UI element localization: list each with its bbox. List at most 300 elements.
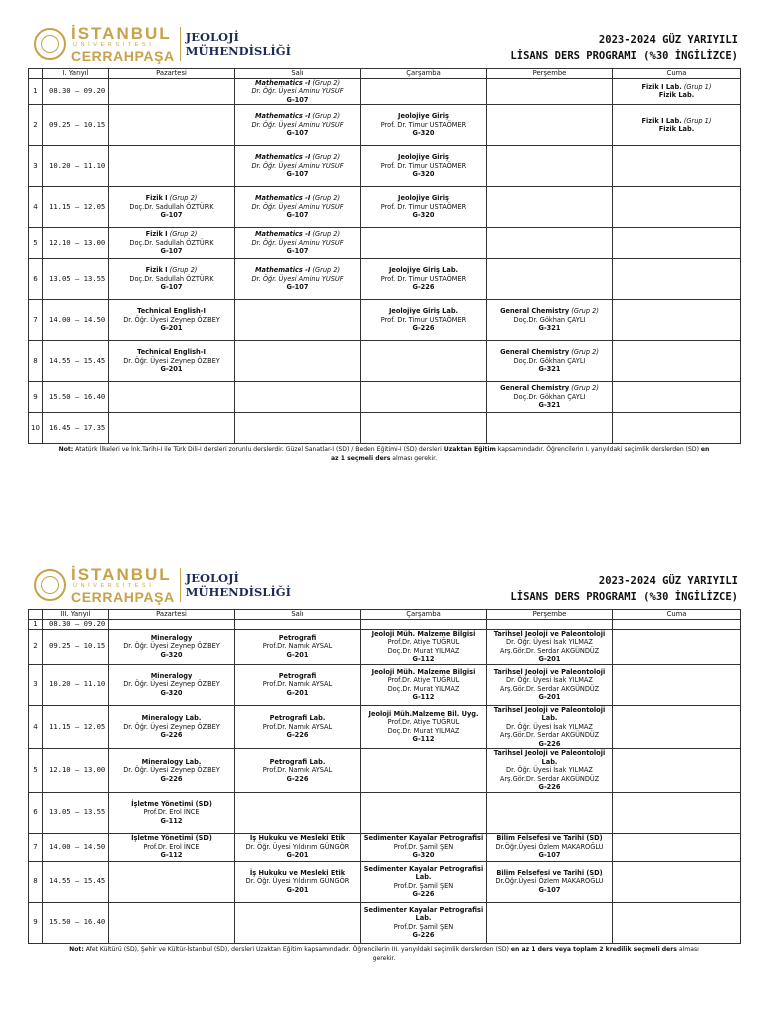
course-cell — [361, 300, 487, 341]
course-text: Jeoloji Müh. Malzeme Bilgisi — [371, 667, 476, 676]
course-text: Prof.Dr. Namık AYSAL — [262, 722, 333, 731]
row-number: 6 — [29, 259, 43, 300]
course-text: Prof.Dr. Namık AYSAL — [262, 680, 333, 689]
table-row — [29, 792, 741, 833]
term-title: 2023-2024 GÜZ YARIYILI — [598, 575, 738, 587]
course-text: Jeolojiye Giriş Lab. — [388, 266, 459, 275]
empty-cell — [235, 341, 361, 382]
empty-cell — [109, 78, 235, 105]
course-text: G-112 — [160, 816, 183, 825]
course-cell — [235, 259, 361, 300]
course-text: Sedimenter Kayalar Petrografisi Lab. — [363, 864, 484, 881]
course-text: G-226 — [412, 890, 435, 898]
course-text: Prof.Dr. Namık AYSAL — [262, 642, 333, 651]
empty-cell — [487, 259, 613, 300]
empty-cell — [613, 902, 741, 943]
course-text: G-321 — [538, 365, 561, 374]
course-cell — [487, 341, 613, 382]
note-text: Afet Kültürü (SD), Şehir ve Kültür-İstanbul (SD), dersleri Uzaktan Eğitim kapsamındadır. Öğrencilerin III. yarıyıldaki seçimlik derslerden (SD) — [83, 945, 511, 953]
schedule-block-2 — [28, 565, 740, 963]
course-text: Dr. Öğr. Üyesi Yıldırım GÜNGÖR — [245, 842, 350, 851]
course-text: (Grup 2) — [167, 194, 198, 203]
course-text: Dr. Öğr. Üyesi Aminu YUSUF — [251, 202, 344, 211]
time-slot: 13.05 – 13.55 — [43, 792, 109, 833]
row-number: 5 — [29, 749, 43, 793]
course-text: Fizik I — [145, 194, 168, 203]
time-slot: 13.05 – 13.55 — [43, 259, 109, 300]
table-row — [29, 833, 741, 861]
row-number: 8 — [29, 861, 43, 902]
table-row — [29, 705, 741, 749]
course-text: G-112 — [412, 735, 435, 744]
course-text: İşletme Yönetimi (SD) — [131, 799, 212, 808]
empty-cell — [613, 300, 741, 341]
row-number: 5 — [29, 228, 43, 259]
empty-cell — [235, 382, 361, 413]
empty-cell — [613, 341, 741, 382]
empty-cell — [487, 187, 613, 228]
course-text: G-226 — [412, 283, 435, 292]
course-text: G-226 — [538, 783, 561, 791]
course-text: (Grup 2) — [310, 266, 341, 275]
program-title: LİSANS DERS PROGRAMI (%30 İNGİLİZCE) — [510, 591, 738, 603]
course-text: G-107 — [286, 211, 309, 220]
note-prefix: Not: — [58, 446, 74, 453]
row-number: 6 — [29, 792, 43, 833]
empty-cell — [109, 861, 235, 902]
schedule-note — [28, 444, 740, 463]
course-cell — [109, 629, 235, 664]
note-text: kapsamındadır. Öğrencilerin I. yarıyıldaki seçimlik derslerden (SD) — [495, 446, 701, 453]
day-header: Perşembe — [487, 610, 613, 620]
table-row — [29, 749, 741, 793]
course-cell — [361, 105, 487, 146]
course-cell — [487, 749, 613, 793]
note-text: en az 1 ders veya toplam 2 kredilik seçmeli ders — [510, 945, 677, 953]
empty-cell — [361, 78, 487, 105]
course-text: G-321 — [538, 401, 561, 410]
course-text: Prof.Dr. Şamil ŞEN — [393, 881, 454, 890]
page-header — [28, 565, 740, 609]
empty-cell — [361, 619, 487, 629]
logo-divider — [180, 27, 181, 61]
table-row — [29, 105, 741, 146]
empty-cell — [487, 105, 613, 146]
course-cell — [109, 833, 235, 861]
course-text: Dr. Öğr. Üyesi Aminu YUSUF — [251, 161, 344, 170]
course-cell — [487, 833, 613, 861]
uni-name-line3: CERRAHPAŞA — [71, 589, 175, 606]
row-number: 10 — [29, 413, 43, 444]
empty-cell — [109, 619, 235, 629]
course-text: Petrografi — [278, 633, 317, 642]
course-cell — [109, 705, 235, 749]
table-header-row — [29, 610, 741, 620]
course-cell — [361, 629, 487, 664]
course-text: Mathematics -I — [254, 78, 311, 87]
course-text: İş Hukuku ve Mesleki Etik — [249, 868, 346, 877]
table-row — [29, 629, 741, 664]
table-row — [29, 228, 741, 259]
row-number: 3 — [29, 146, 43, 187]
empty-cell — [235, 902, 361, 943]
course-text: Jeolojiye Giriş — [398, 194, 449, 203]
empty-cell — [109, 146, 235, 187]
page-titles — [510, 573, 738, 605]
course-text: Sedimenter Kayalar Petrografisi Lab. — [363, 905, 484, 922]
table-row — [29, 382, 741, 413]
course-text: Jeolojiye Giriş — [398, 153, 449, 162]
course-text: Dr. Öğr. Üyesi Zeynep ÖZBEY — [123, 766, 220, 774]
course-text: Mathematics -I — [254, 153, 311, 162]
university-logo — [34, 24, 291, 64]
course-text: (Grup 2) — [310, 230, 341, 239]
note-text: Uzaktan Eğitim — [443, 446, 496, 453]
course-text: Dr. Öğr. Üyesi Zeynep ÖZBEY — [123, 642, 220, 651]
time-slot: 09.25 – 10.15 — [43, 105, 109, 146]
course-text: (Grup 1) — [681, 82, 712, 91]
uni-name-line1: İSTANBUL — [71, 23, 172, 43]
course-text: G-226 — [286, 774, 309, 783]
day-header: Perşembe — [487, 69, 613, 79]
time-slot: 08.30 – 09.20 — [43, 78, 109, 105]
course-text: Mineralogy Lab. — [141, 757, 202, 766]
course-text: G-107 — [160, 247, 183, 256]
course-text: Dr.Öğr.Üyesi Özlem MAKAROĞLU — [495, 842, 604, 851]
day-header: Salı — [235, 610, 361, 620]
table-header-row — [29, 69, 741, 79]
day-header: Salı — [235, 69, 361, 79]
course-text: G-107 — [538, 851, 561, 860]
course-cell — [235, 833, 361, 861]
course-text: Fizik I Lab. — [641, 116, 682, 125]
course-text: G-201 — [538, 655, 561, 663]
course-cell — [235, 861, 361, 902]
row-number: 9 — [29, 382, 43, 413]
course-text: G-201 — [286, 688, 309, 697]
course-text: G-107 — [286, 247, 309, 256]
university-logo — [34, 565, 291, 605]
course-text: Prof. Dr. Timur USTAÖMER — [380, 274, 467, 283]
course-text: (Grup 2) — [310, 78, 341, 87]
department-name: JEOLOJİ MÜHENDİSLİĞİ — [185, 571, 291, 599]
table-row — [29, 861, 741, 902]
row-number: 4 — [29, 705, 43, 749]
row-number: 7 — [29, 833, 43, 861]
schedule-note — [28, 944, 740, 963]
course-text: Prof. Dr. Timur USTAÖMER — [380, 161, 467, 170]
course-text: Tarihsel Jeoloji ve Paleontoloji — [493, 667, 606, 676]
course-text: Prof.Dr. Atiye TUĞRUL — [387, 676, 460, 684]
course-cell — [109, 187, 235, 228]
page-titles — [510, 32, 738, 64]
empty-cell — [487, 146, 613, 187]
course-text: G-201 — [160, 365, 183, 374]
course-cell — [235, 228, 361, 259]
course-cell — [235, 78, 361, 105]
empty-cell — [487, 792, 613, 833]
row-number: 3 — [29, 664, 43, 705]
row-number: 2 — [29, 629, 43, 664]
time-slot: 10.20 – 11.10 — [43, 664, 109, 705]
course-text: G-320 — [412, 170, 435, 179]
course-text: Mineralogy — [150, 671, 193, 680]
course-cell — [487, 629, 613, 664]
schedule-block-1 — [28, 24, 740, 463]
course-text: G-107 — [538, 885, 561, 894]
course-text: G-107 — [286, 170, 309, 179]
course-text: Prof.Dr. Şamil ŞEN — [393, 842, 454, 851]
time-slot: 08.30 – 09.20 — [43, 619, 109, 629]
course-text: G-201 — [286, 851, 309, 860]
course-cell — [487, 300, 613, 341]
empty-cell — [235, 300, 361, 341]
course-cell — [109, 792, 235, 833]
course-text: G-226 — [160, 774, 183, 783]
course-text: Doç.Dr. Sadullah ÖZTÜRK — [129, 274, 214, 283]
row-number: 1 — [29, 619, 43, 629]
course-text: G-112 — [412, 655, 435, 663]
day-header: Çarşamba — [361, 69, 487, 79]
schedule-table — [28, 609, 741, 944]
time-slot: 15.50 – 16.40 — [43, 382, 109, 413]
empty-cell — [361, 341, 487, 382]
course-cell — [109, 300, 235, 341]
schedule-table — [28, 68, 741, 444]
time-slot: 11.15 – 12.05 — [43, 705, 109, 749]
course-cell — [235, 705, 361, 749]
program-title: LİSANS DERS PROGRAMI (%30 İNGİLİZCE) — [510, 50, 738, 62]
empty-cell — [361, 382, 487, 413]
course-text: Fizik Lab. — [658, 91, 695, 100]
table-row — [29, 146, 741, 187]
empty-cell — [613, 187, 741, 228]
time-slot: 16.45 – 17.35 — [43, 413, 109, 444]
table-row — [29, 300, 741, 341]
course-text: Dr. Öğr. Üyesi İsak YILMAZ — [506, 638, 593, 646]
course-text: Petrografi Lab. — [269, 757, 326, 766]
course-text: Doç.Dr. Gökhan ÇAYLI — [513, 392, 586, 401]
course-cell — [109, 259, 235, 300]
header-cell-blank — [29, 69, 43, 79]
empty-cell — [613, 705, 741, 749]
course-cell — [613, 78, 741, 105]
course-text: Prof.Dr. Erol İNCE — [143, 808, 200, 817]
course-text: Tarihsel Jeoloji ve Paleontoloji — [493, 629, 606, 638]
day-header: Cuma — [613, 69, 741, 79]
note-text: alması gerekir. — [372, 945, 699, 962]
course-text: (Grup 1) — [681, 116, 712, 125]
empty-cell — [487, 902, 613, 943]
table-row — [29, 187, 741, 228]
time-slot: 15.50 – 16.40 — [43, 902, 109, 943]
course-text: Prof.Dr. Erol İNCE — [143, 842, 200, 851]
empty-cell — [487, 413, 613, 444]
empty-cell — [487, 619, 613, 629]
course-cell — [361, 259, 487, 300]
course-text: G-320 — [160, 688, 183, 697]
course-text: G-107 — [160, 283, 183, 292]
empty-cell — [235, 413, 361, 444]
course-text: Mineralogy — [150, 633, 193, 642]
note-text: alması gerekir. — [390, 455, 438, 462]
course-text: Dr.Öğr.Üyesi Özlem MAKAROĞLU — [495, 877, 604, 886]
course-text: Tarihsel Jeoloji ve Paleontoloji Lab. — [493, 749, 606, 766]
course-text: (Grup 2) — [167, 230, 198, 239]
course-text: Arş.Gör.Dr. Serdar AKGÜNDÜZ — [499, 731, 600, 739]
course-text: Mathematics -I — [254, 194, 311, 203]
course-text: Mathematics -I — [254, 230, 311, 239]
empty-cell — [361, 792, 487, 833]
course-text: (Grup 2) — [569, 307, 599, 316]
course-text: (Grup 2) — [310, 194, 341, 203]
course-cell — [109, 228, 235, 259]
course-cell — [109, 664, 235, 705]
course-cell — [361, 861, 487, 902]
course-text: Prof.Dr. Atiye TUĞRUL — [387, 718, 460, 727]
course-text: Dr. Öğr. Üyesi Zeynep ÖZBEY — [123, 315, 220, 324]
course-text: Dr. Öğr. Üyesi Yıldırım GÜNGÖR — [245, 877, 350, 886]
course-text: General Chemistry — [500, 307, 570, 316]
course-text: Doç.Dr. Murat YILMAZ — [387, 684, 460, 693]
course-text: Dr. Öğr. Üyesi Aminu YUSUF — [251, 87, 344, 95]
course-text: G-321 — [538, 324, 561, 333]
course-cell — [235, 629, 361, 664]
course-text: Dr. Öğr. Üyesi İsak YILMAZ — [506, 676, 593, 684]
course-text: (Grup 2) — [310, 153, 341, 162]
course-text: (Grup 2) — [569, 348, 599, 357]
course-text: Mathematics -I — [254, 112, 311, 121]
time-slot: 14.00 – 14.50 — [43, 833, 109, 861]
time-slot: 11.15 – 12.05 — [43, 187, 109, 228]
empty-cell — [613, 749, 741, 793]
university-seal-icon — [34, 28, 66, 60]
empty-cell — [109, 413, 235, 444]
note-prefix: Not: — [69, 945, 84, 953]
course-text: Doç.Dr. Gökhan ÇAYLI — [513, 356, 586, 365]
course-cell — [235, 146, 361, 187]
course-text: Fizik I — [145, 230, 168, 239]
time-slot: 09.25 – 10.15 — [43, 629, 109, 664]
course-cell — [487, 382, 613, 413]
course-text: Fizik I — [145, 266, 168, 275]
course-cell — [613, 105, 741, 146]
course-text: G-320 — [412, 129, 435, 138]
course-text: Fizik I Lab. — [641, 82, 682, 91]
course-text: Prof. Dr. Timur USTAÖMER — [380, 120, 467, 129]
time-slot: 14.55 – 15.45 — [43, 861, 109, 902]
empty-cell — [613, 382, 741, 413]
course-text: Dr. Öğr. Üyesi Aminu YUSUF — [251, 120, 344, 129]
course-cell — [235, 105, 361, 146]
course-cell — [361, 833, 487, 861]
time-slot: 14.00 – 14.50 — [43, 300, 109, 341]
note-text: Atatürk İlkeleri ve İnk.Tarihi-I ile Türk Dili-I dersleri zorunlu derslerdir. Güzel Sanatlar-I (SD) / Beden Eğitimi-I (SD) dersleri — [73, 446, 444, 453]
course-text: Doç.Dr. Murat YILMAZ — [387, 726, 460, 735]
course-text: General Chemistry — [500, 384, 570, 393]
row-number: 7 — [29, 300, 43, 341]
course-cell — [487, 861, 613, 902]
course-text: Fizik Lab. — [658, 125, 695, 133]
uni-name-line2: ÜNİVERSİTESİ — [73, 582, 155, 589]
course-text: Prof.Dr. Namık AYSAL — [262, 766, 333, 774]
header-cell-blank — [29, 610, 43, 620]
time-slot: 10.20 – 11.10 — [43, 146, 109, 187]
empty-cell — [613, 259, 741, 300]
course-text: Petrografi — [278, 671, 317, 680]
course-text: İş Hukuku ve Mesleki Etik — [249, 834, 346, 843]
empty-cell — [613, 861, 741, 902]
course-text: Prof. Dr. Timur USTAÖMER — [380, 315, 467, 324]
course-text: G-320 — [160, 650, 183, 659]
course-text: Doç.Dr. Sadullah ÖZTÜRK — [129, 238, 214, 247]
table-row — [29, 341, 741, 382]
empty-cell — [613, 413, 741, 444]
table-row — [29, 619, 741, 629]
course-text: G-226 — [412, 931, 435, 939]
course-text: İşletme Yönetimi (SD) — [131, 834, 212, 843]
course-text: (Grup 2) — [310, 112, 341, 121]
course-text: G-112 — [160, 851, 183, 860]
course-text: Mathematics -I — [254, 266, 311, 275]
course-cell — [361, 664, 487, 705]
course-text: Dr. Öğr. Üyesi Zeynep ÖZBEY — [123, 722, 220, 731]
course-cell — [487, 705, 613, 749]
course-text: Tarihsel Jeoloji ve Paleontoloji Lab. — [493, 705, 606, 722]
course-text: Technical English-I — [137, 348, 206, 357]
course-text: Jeoloji Müh. Malzeme Bilgisi — [371, 629, 476, 638]
course-text: Arş.Gör.Dr. Serdar AKGÜNDÜZ — [499, 646, 600, 655]
department-name: JEOLOJİ MÜHENDİSLİĞİ — [185, 30, 291, 58]
empty-cell — [361, 228, 487, 259]
course-text: Arş.Gör.Dr. Serdar AKGÜNDÜZ — [499, 774, 600, 783]
table-row — [29, 664, 741, 705]
empty-cell — [109, 902, 235, 943]
course-text: G-107 — [286, 95, 309, 104]
course-cell — [235, 187, 361, 228]
course-text: Dr. Öğr. Üyesi Aminu YUSUF — [251, 274, 344, 283]
empty-cell — [613, 664, 741, 705]
time-slot: 12.10 – 13.00 — [43, 749, 109, 793]
course-text: G-201 — [286, 650, 309, 659]
course-text: Technical English-I — [137, 307, 206, 316]
time-slot: 12.10 – 13.00 — [43, 228, 109, 259]
logo-divider — [180, 568, 181, 602]
table-row — [29, 259, 741, 300]
course-text: G-107 — [286, 283, 309, 292]
course-text: Dr. Öğr. Üyesi Zeynep ÖZBEY — [123, 356, 220, 365]
course-text: (Grup 2) — [569, 384, 599, 393]
day-header: Çarşamba — [361, 610, 487, 620]
uni-name-line3: CERRAHPAŞA — [71, 48, 175, 65]
course-text: G-107 — [286, 129, 309, 138]
empty-cell — [613, 228, 741, 259]
empty-cell — [487, 228, 613, 259]
course-cell — [361, 187, 487, 228]
semester-label: I. Yarıyıl — [43, 69, 109, 79]
course-text: Sedimenter Kayalar Petrografisi — [363, 834, 484, 843]
course-text: Jeolojiye Giriş Lab. — [388, 307, 459, 316]
course-text: (Grup 2) — [167, 266, 198, 275]
course-text: Dr. Öğr. Üyesi İsak YILMAZ — [506, 722, 593, 731]
course-cell — [487, 664, 613, 705]
row-number: 4 — [29, 187, 43, 228]
empty-cell — [487, 78, 613, 105]
course-text: Doç.Dr. Murat YILMAZ — [387, 646, 460, 655]
course-cell — [361, 146, 487, 187]
course-text: Doç.Dr. Gökhan ÇAYLI — [513, 315, 586, 324]
course-text: Doç.Dr. Sadullah ÖZTÜRK — [129, 202, 214, 211]
